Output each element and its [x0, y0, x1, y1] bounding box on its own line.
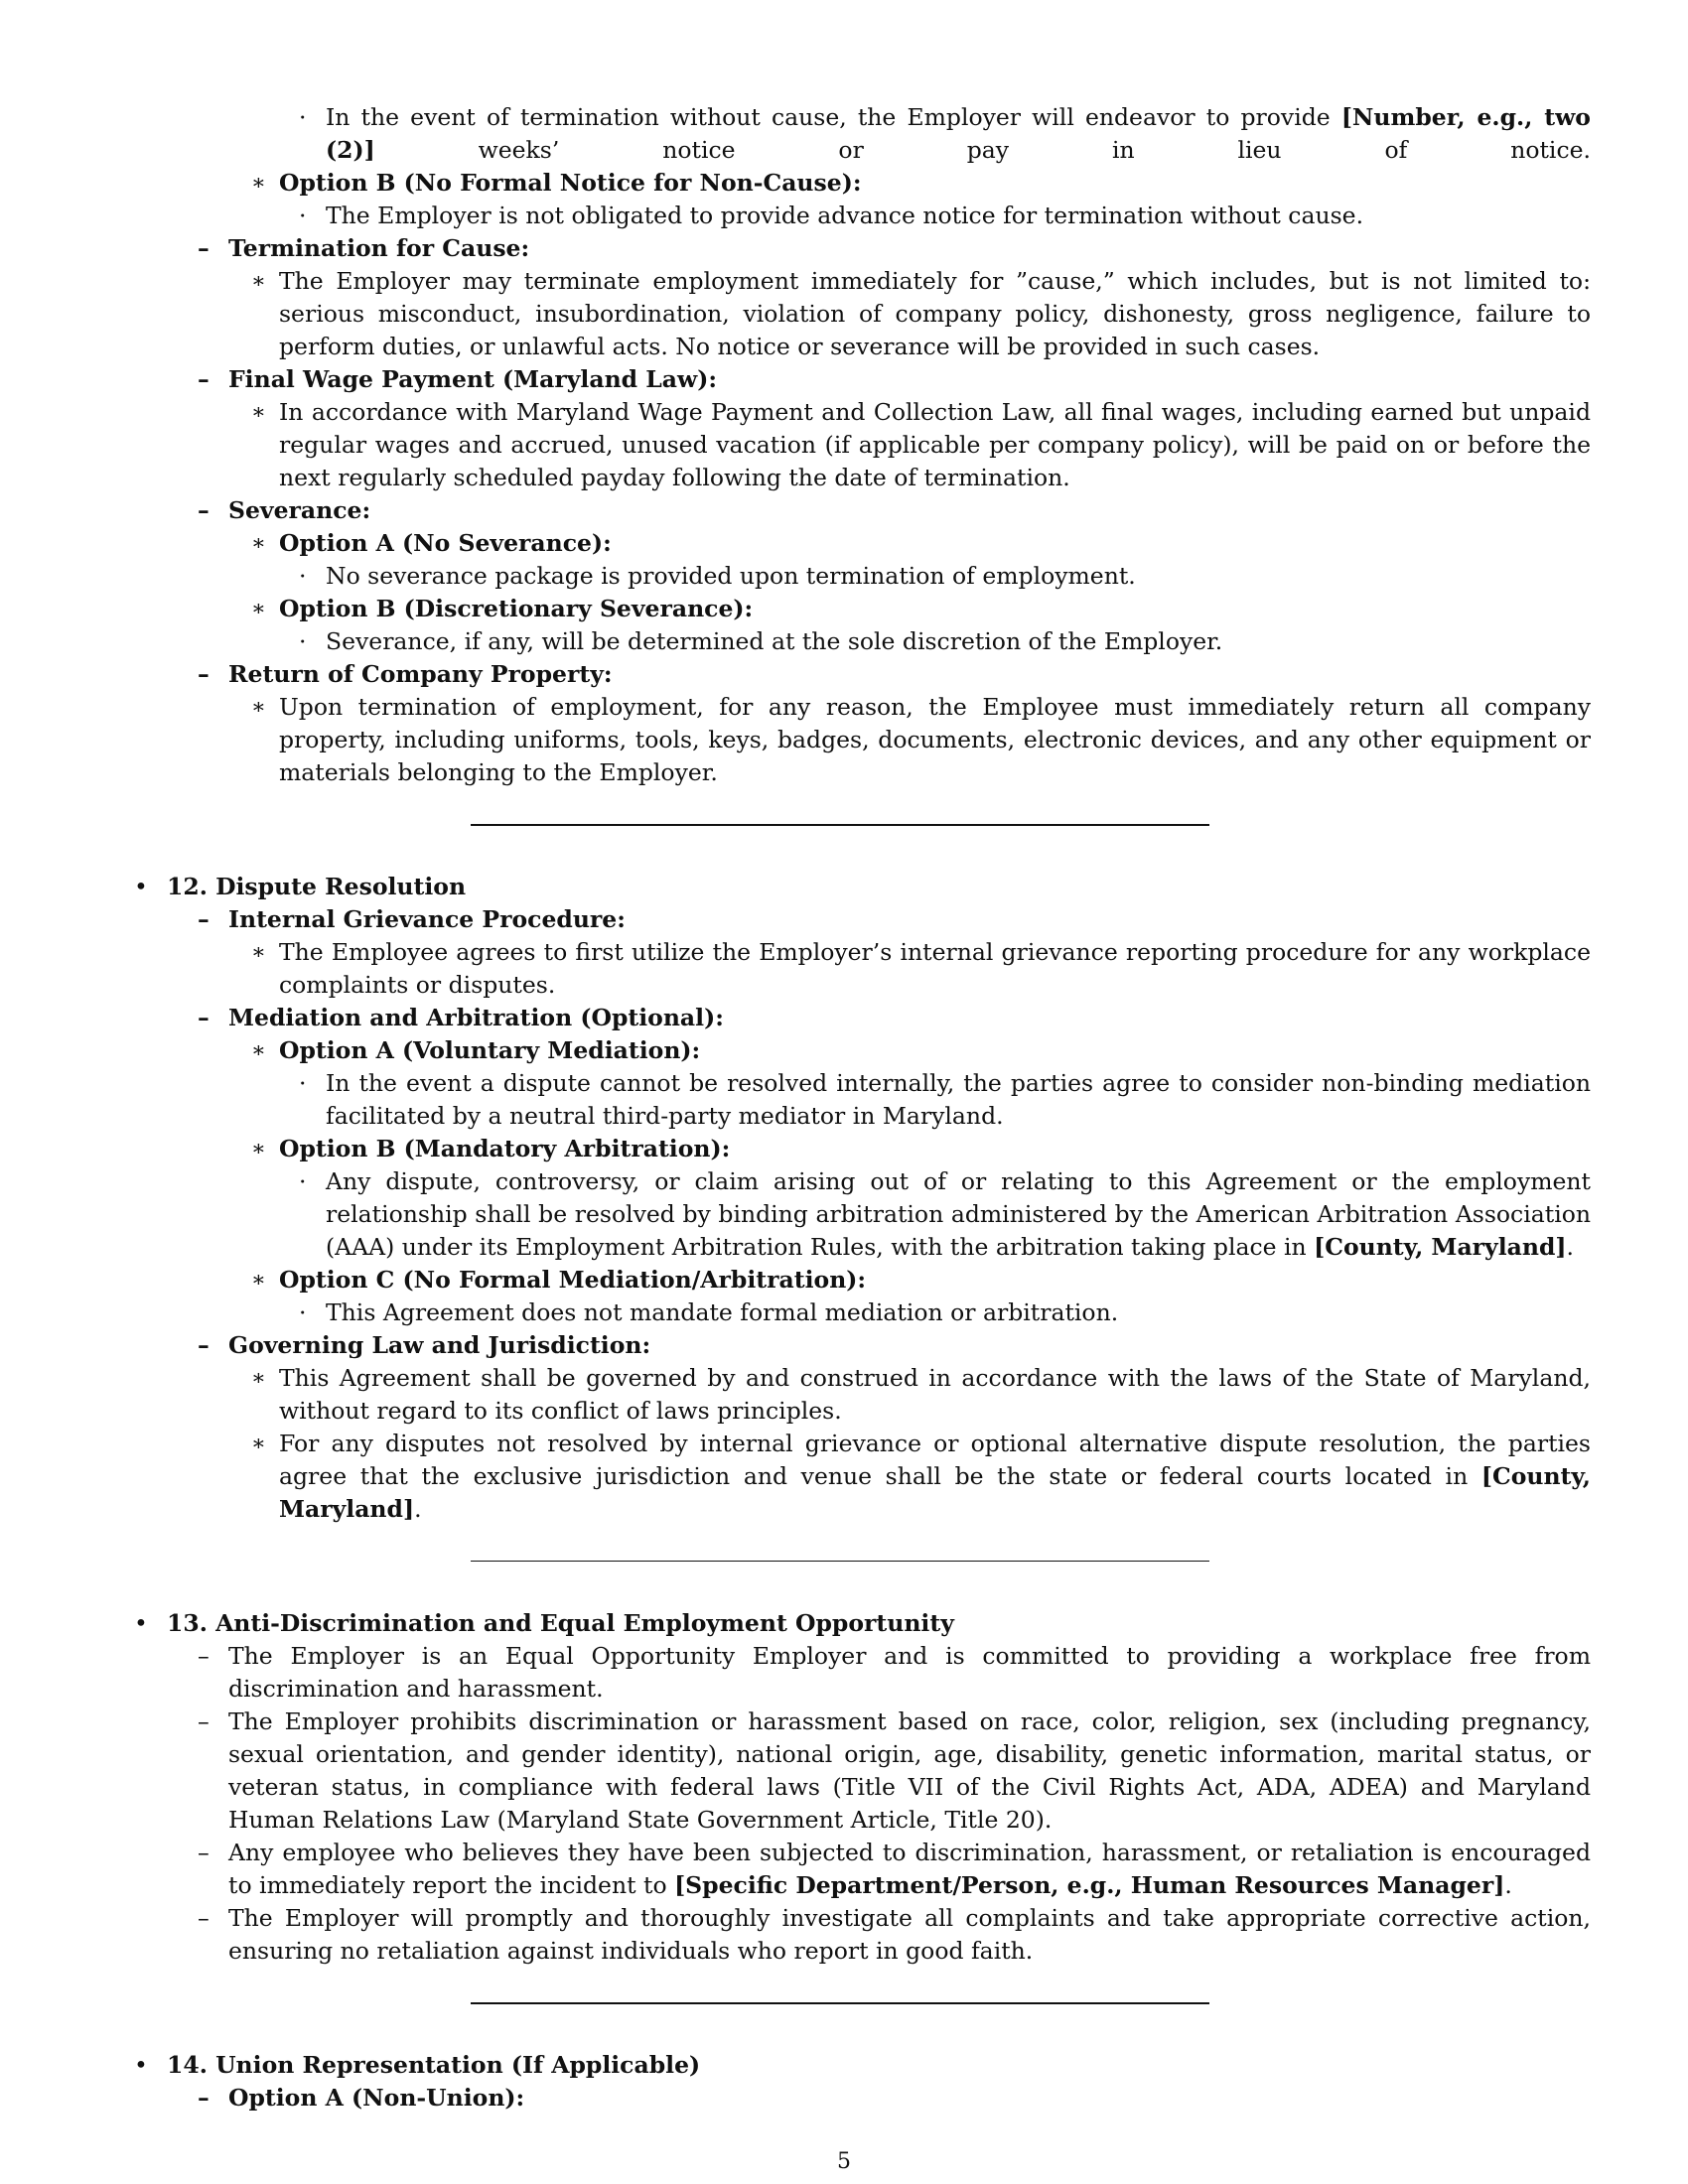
asterisk-bullet-icon: ∗	[251, 1268, 266, 1293]
dash-bullet-icon: –	[198, 2084, 210, 2112]
asterisk-bullet-icon: ∗	[251, 1038, 266, 1063]
list-item	[131, 2082, 1591, 2115]
list-item	[131, 691, 1591, 789]
list-item	[131, 625, 1591, 658]
horizontal-rule	[471, 2002, 1209, 2004]
middot-bullet-icon: ·	[299, 1069, 307, 1097]
item-heading: Internal Grievance Procedure:	[228, 905, 626, 933]
dash-bullet-icon: –	[198, 234, 210, 262]
item-text: Any dispute, controversy, or claim arising out of or relating to this Agreement or the employment relationship shall be resolved by binding arbitration administered by the American Arbitration Association (AAA) under its Employment Arbitration Rules, with the arbitration taking place in	[326, 1167, 1591, 1261]
placeholder-text: [County, Maryland]	[279, 1462, 1591, 1523]
list-item	[131, 265, 1591, 363]
item-heading: Option C (No Formal Mediation/Arbitration):	[279, 1266, 867, 1294]
section-title: 12. Dispute Resolution	[167, 873, 467, 900]
item-text: The Employer is an Equal Opportunity Employer and is committed to providing a workplace free from discrimination and harassment.	[228, 1642, 1591, 1703]
item-text: This Agreement does not mandate formal mediation or arbitration.	[326, 1298, 1119, 1326]
list-item	[131, 1264, 1591, 1297]
item-text: The Employer will promptly and thoroughly investigate all complaints and take appropriate corrective action, ensuring no retaliation against individuals who report in good faith.	[228, 1904, 1591, 1965]
item-heading: Option B (Mandatory Arbitration):	[279, 1135, 731, 1162]
asterisk-bullet-icon: ∗	[251, 1366, 266, 1391]
bullet-icon: •	[134, 2051, 148, 2079]
bullet-icon: •	[134, 873, 148, 900]
section-heading	[131, 871, 1591, 903]
item-text: .	[1566, 1233, 1574, 1261]
item-text: weeks’ notice or pay in lieu of notice.	[374, 136, 1591, 164]
dash-bullet-icon: –	[198, 496, 210, 524]
list-item	[131, 1165, 1591, 1264]
item-heading: Severance:	[228, 496, 371, 524]
list-item	[131, 396, 1591, 494]
list-item	[131, 232, 1591, 265]
asterisk-bullet-icon: ∗	[251, 597, 266, 621]
list-item	[131, 593, 1591, 625]
list-item	[131, 903, 1591, 936]
list-item	[131, 1067, 1591, 1133]
asterisk-bullet-icon: ∗	[251, 531, 266, 556]
section-divider	[131, 1526, 1591, 1607]
asterisk-bullet-icon: ∗	[251, 695, 266, 720]
item-text: .	[1504, 1871, 1512, 1899]
dash-bullet-icon: –	[198, 1642, 210, 1670]
list-item	[131, 1706, 1591, 1837]
item-text: Severance, if any, will be determined at the sole discretion of the Employer.	[326, 627, 1223, 655]
middot-bullet-icon: ·	[299, 202, 307, 229]
asterisk-bullet-icon: ∗	[251, 400, 266, 425]
middot-bullet-icon: ·	[299, 103, 307, 131]
item-text: The Employer prohibits discrimination or harassment based on race, color, religion, sex (including pregnancy, sexual orientation, and gender identity), national origin, age, disability, genetic information, marital status, or veteran status, in compliance with federal laws (Title VII of the Civil Rights Act, ADA, ADEA) and Maryland Human Relations Law (Maryland State Government Article, Title 20).	[228, 1707, 1591, 1834]
list-item	[131, 658, 1591, 691]
list-item	[131, 936, 1591, 1002]
dash-bullet-icon: –	[198, 1331, 210, 1359]
placeholder-text: [County, Maryland]	[1314, 1233, 1567, 1261]
section-divider	[131, 1968, 1591, 2049]
list-item	[131, 527, 1591, 560]
list-item	[131, 1428, 1591, 1526]
list-item	[131, 1902, 1591, 1968]
item-text: In the event a dispute cannot be resolved internally, the parties agree to consider non-binding mediation facilitated by a neutral third-party mediator in Maryland.	[326, 1069, 1591, 1130]
list-item	[131, 1837, 1591, 1902]
asterisk-bullet-icon: ∗	[251, 940, 266, 965]
list-item	[131, 560, 1591, 593]
item-heading: Governing Law and Jurisdiction:	[228, 1331, 651, 1359]
page-content	[131, 101, 1591, 2115]
list-item	[131, 1297, 1591, 1329]
placeholder-text: [Number, e.g., two (2)]	[326, 103, 1591, 164]
item-text: In accordance with Maryland Wage Payment and Collection Law, all final wages, including earned but unpaid regular wages and accrued, unused vacation (if applicable per company policy), will be paid on or before the next regularly scheduled payday following the date of termination.	[279, 398, 1591, 491]
item-text: Any employee who believes they have been subjected to discrimination, harassment, or retaliation is encouraged to immediately report the incident to	[228, 1839, 1591, 1899]
item-heading: Option A (No Severance):	[279, 529, 612, 557]
item-text: The Employer is not obligated to provide advance notice for termination without cause.	[326, 202, 1364, 229]
list-item	[131, 101, 1591, 167]
item-heading: Return of Company Property:	[228, 660, 613, 688]
placeholder-text: [Specific Department/Person, e.g., Human Resources Manager]	[674, 1871, 1505, 1899]
list-item	[131, 494, 1591, 527]
list-item	[131, 1362, 1591, 1428]
item-heading: Termination for Cause:	[228, 234, 530, 262]
dash-bullet-icon: –	[198, 365, 210, 393]
middot-bullet-icon: ·	[299, 1298, 307, 1326]
item-text: In the event of termination without cause, the Employer will endeavor to provide	[326, 103, 1341, 131]
item-text: The Employer may terminate employment immediately for ”cause,” which includes, but is not limited to: serious misconduct, insubordination, violation of company policy, dishonesty, gross negligence, failure to perform duties, or unlawful acts. No notice or severance will be provided in such cases.	[279, 267, 1591, 360]
asterisk-bullet-icon: ∗	[251, 269, 266, 294]
item-heading: Option A (Non-Union):	[228, 2084, 525, 2112]
horizontal-rule	[471, 824, 1209, 826]
section-divider	[131, 789, 1591, 871]
item-text: .	[414, 1495, 422, 1523]
dash-bullet-icon: –	[198, 905, 210, 933]
list-item	[131, 1002, 1591, 1034]
item-text: For any disputes not resolved by internal grievance or optional alternative dispute resolution, the parties agree that the exclusive jurisdiction and venue shall be the state or federal courts located in	[279, 1430, 1591, 1490]
section-heading	[131, 2049, 1591, 2082]
list-item	[131, 167, 1591, 200]
item-heading: Mediation and Arbitration (Optional):	[228, 1004, 724, 1031]
middot-bullet-icon: ·	[299, 627, 307, 655]
middot-bullet-icon: ·	[299, 1167, 307, 1195]
middot-bullet-icon: ·	[299, 562, 307, 590]
dash-bullet-icon: –	[198, 1904, 210, 1932]
asterisk-bullet-icon: ∗	[251, 1137, 266, 1161]
item-heading: Final Wage Payment (Maryland Law):	[228, 365, 718, 393]
section-title: 14. Union Representation (If Applicable)	[167, 2051, 701, 2079]
item-heading: Option B (No Formal Notice for Non-Cause):	[279, 169, 862, 197]
item-heading: Option B (Discretionary Severance):	[279, 595, 754, 622]
item-text: Upon termination of employment, for any reason, the Employee must immediately return all company property, including uniforms, tools, keys, badges, documents, electronic devices, and any other equipment or materials belonging to the Employer.	[279, 693, 1591, 786]
item-heading: Option A (Voluntary Mediation):	[279, 1036, 701, 1064]
dash-bullet-icon: –	[198, 660, 210, 688]
list-item	[131, 1329, 1591, 1362]
asterisk-bullet-icon: ∗	[251, 171, 266, 196]
list-item	[131, 363, 1591, 396]
item-text: This Agreement shall be governed by and construed in accordance with the laws of the State of Maryland, without regard to its conflict of laws principles.	[279, 1364, 1591, 1425]
section-title: 13. Anti-Discrimination and Equal Employment Opportunity	[167, 1609, 954, 1637]
dash-bullet-icon: –	[198, 1839, 210, 1866]
list-item	[131, 1640, 1591, 1706]
section-heading	[131, 1607, 1591, 1640]
asterisk-bullet-icon: ∗	[251, 1432, 266, 1456]
bullet-icon: •	[134, 1609, 148, 1637]
list-item	[131, 1133, 1591, 1165]
item-text: The Employee agrees to first utilize the Employer’s internal grievance reporting procedure for any workplace complaints or disputes.	[279, 938, 1591, 999]
list-item	[131, 1034, 1591, 1067]
dash-bullet-icon: –	[198, 1004, 210, 1031]
item-text: No severance package is provided upon termination of employment.	[326, 562, 1136, 590]
dash-bullet-icon: –	[198, 1707, 210, 1735]
horizontal-rule	[471, 1561, 1209, 1562]
list-item	[131, 200, 1591, 232]
page-number: 5	[837, 2149, 851, 2174]
